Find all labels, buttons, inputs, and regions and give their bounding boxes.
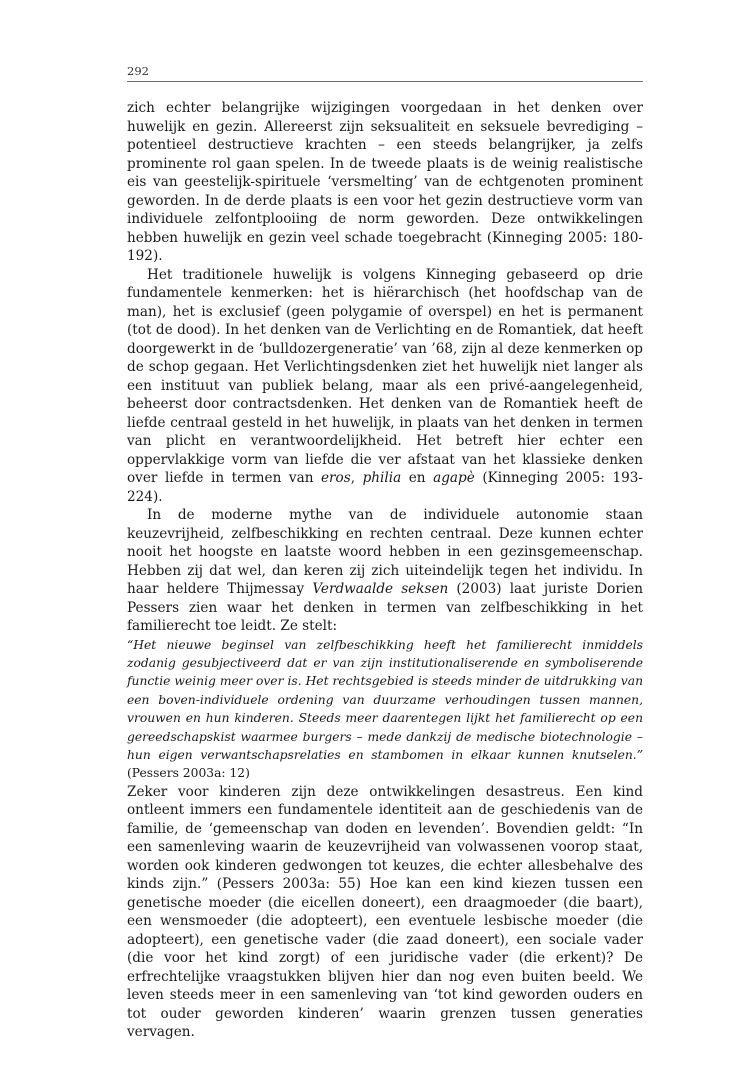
paragraph-3-text: In de moderne mythe van de individuele autonomie staan keuzevrijheid, zelfbeschikking en rechten centraal. Deze kunnen echter nooit het hoogste en laatste woord hebben in een gezinsgemeenschap. Hebben zij dat wel, dan keren zij zich uiteindelijk tegen het individu. In haar heldere Thijmessay — [127, 507, 643, 597]
term-agape: agapè — [433, 470, 475, 486]
paragraph-4: Zeker voor kinderen zijn deze ontwikkelingen desastreus. Een kind ontleent immers een fundamentele identiteit aan de geschiedenis van de familie, de ‘gemeenschap van doden en levenden’. Bovendien geldt: “In een samenleving waarin de keuzevrijheid van volwassenen voorop staat, worden ook kinderen gedwongen tot keuzes, die echter allesbehalve des kinds zijn.” (Pessers 2003a: 55) Hoe kan een kind kiezen tussen een genetische moeder (die eicellen doneert), een draagmoeder (die baart), een wensmoeder (die adopteert), een eventuele lesbische moeder (die adopteert), een genetische vader (die zaad doneert), een sociale vader (die voor het kind zorgt) of een juridische vader (die erkent)? De erfrechtelijke vraagstukken blijven hier dan nog even buiten beeld. We leven steeds meer in een samenleving van ‘tot kind geworden ouders en tot ouder geworden kinderen’ waarin grenzen tussen generaties vervagen. — [127, 783, 643, 1041]
separator-en: en — [401, 470, 434, 486]
paragraph-3 — [127, 506, 643, 636]
paragraph-1: zich echter belangrijke wijzigingen voorgedaan in het denken over huwelijk en gezin. Allereerst zijn seksualiteit en seksuele bevrediging – potentieel destructieve krachten – een steeds belangrijker, ja zelfs prominente rol gaan spelen. In de tweede plaats is de weinig realistische eis van geestelijk-spirituele ‘versmelting’ van de echtgenoten prominent geworden. In de derde plaats is een voor het gezin destructieve vorm van individuele zelfontplooiing de norm geworden. Deze ontwikkelingen hebben huwelijk en gezin veel schade toegebracht (Kinneging 2005: 180-192). — [127, 100, 643, 264]
quote-text: “Het nieuwe beginsel van zelfbeschikking heeft het familierecht inmiddels zodanig gesubjectiveerd dat er van zijn institutionaliserende en symboliserende functie weinig meer over is. Het rechtsgebied is steeds minder de uitdrukking van een boven-individuele ordening van duurzame verhoudingen tussen mannen, vrouwen en hun kinderen. Steeds meer daarentegen lijkt het familierecht op een gereedschapskist waarmee burgers – mede dankzij de medische biotechnologie – hun eigen verwantschapsrelaties en stambomen in elkaar kunnen knutselen.” — [127, 637, 643, 762]
term-eros: eros — [321, 470, 351, 486]
body-text — [127, 99, 643, 1042]
page-number: 292 — [127, 64, 149, 78]
paragraph-2-text: Het traditionele huwelijk is volgens Kinneging gebaseerd op drie fundamentele kenmerken: het is hiërarchisch (het hoofdschap van de man), het is exclusief (geen polygamie of overspel) en het is permanent (tot de dood). In het denken van de Verlichting en de Romantiek, dat heeft doorgewerkt in de ‘bulldozergeneratie’ van ’68, zijn al deze kenmerken op de schop gegaan. Het Verlichtingsdenken ziet het huwelijk niet langer als een instituut van publiek belang, maar als een privé-aangelegenheid, beheerst door contractsdenken. Het denken van de Romantiek heeft de liefde centraal gesteld in het huwelijk, in plaats van het denken in termen van plicht en verantwoordelijkheid. Het betreft hier echter een oppervlakkige vorm van liefde die ver afstaat van het klassieke denken over liefde in termen van — [127, 266, 643, 486]
paragraph-2-citation: (Kinneging 2005: 193-224). — [127, 470, 643, 505]
term-philia: philia — [362, 470, 402, 486]
quote-citation: (Pessers 2003a: 12) — [127, 766, 250, 781]
paragraph-3-text-end: (2003) laat juriste Dorien Pessers zien waar het denken in termen van zelfbeschikking in het familierecht toe leidt. Ze stelt: — [127, 581, 643, 634]
header-rule — [127, 81, 643, 82]
book-title: Verdwaalde seksen — [312, 581, 449, 597]
block-quote — [127, 636, 643, 783]
separator-comma: , — [350, 470, 363, 486]
paragraph-2 — [127, 266, 643, 507]
